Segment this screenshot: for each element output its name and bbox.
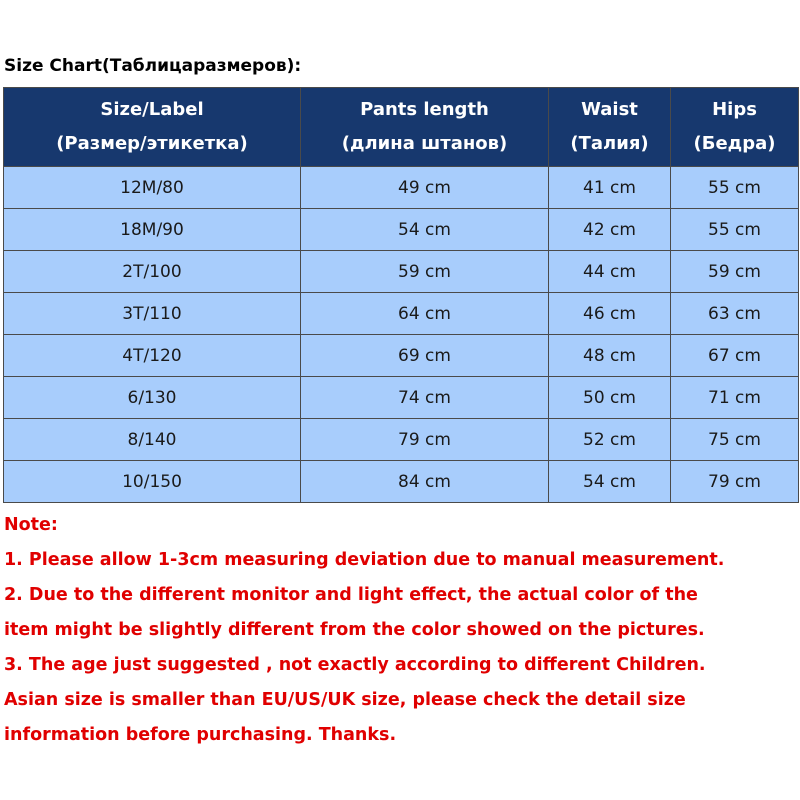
column-header-line: (Бедра) <box>693 133 776 154</box>
column-header-line: Hips <box>712 99 757 120</box>
cell-waist: 42 cm <box>549 209 671 251</box>
cell-hips: 55 cm <box>671 209 799 251</box>
cell-hips: 75 cm <box>671 419 799 461</box>
column-header-hips <box>671 88 799 167</box>
size-chart-table <box>3 87 799 503</box>
cell-size: 12M/80 <box>4 167 301 209</box>
notes-section <box>4 508 798 753</box>
table-row <box>4 293 799 335</box>
cell-waist: 46 cm <box>549 293 671 335</box>
cell-size: 4T/120 <box>4 335 301 377</box>
cell-size: 18M/90 <box>4 209 301 251</box>
column-header-line: (Талия) <box>570 133 649 154</box>
cell-size: 3T/110 <box>4 293 301 335</box>
table-row <box>4 335 799 377</box>
cell-waist: 41 cm <box>549 167 671 209</box>
table-row <box>4 419 799 461</box>
cell-hips: 63 cm <box>671 293 799 335</box>
cell-pants-length: 69 cm <box>301 335 549 377</box>
note-line: Asian size is smaller than EU/US/UK size, please check the detail size <box>4 690 686 710</box>
note-line: 2. Due to the different monitor and light effect, the actual color of the <box>4 585 698 605</box>
cell-hips: 67 cm <box>671 335 799 377</box>
column-header-line: (Размер/этикетка) <box>56 133 248 154</box>
column-header-line: Pants length <box>360 99 489 120</box>
table-row <box>4 461 799 503</box>
cell-hips: 55 cm <box>671 167 799 209</box>
cell-waist: 50 cm <box>549 377 671 419</box>
cell-waist: 54 cm <box>549 461 671 503</box>
table-row <box>4 377 799 419</box>
cell-pants-length: 64 cm <box>301 293 549 335</box>
cell-size: 8/140 <box>4 419 301 461</box>
cell-size: 10/150 <box>4 461 301 503</box>
cell-pants-length: 79 cm <box>301 419 549 461</box>
cell-pants-length: 84 cm <box>301 461 549 503</box>
cell-hips: 59 cm <box>671 251 799 293</box>
note-line: item might be slightly different from the color showed on the pictures. <box>4 620 705 640</box>
table-header-row <box>4 88 799 167</box>
cell-pants-length: 74 cm <box>301 377 549 419</box>
column-header-line: (длина штанов) <box>341 133 508 154</box>
note-heading: Note: <box>4 515 58 535</box>
cell-size: 2T/100 <box>4 251 301 293</box>
column-header-waist <box>549 88 671 167</box>
cell-hips: 79 cm <box>671 461 799 503</box>
column-header-line: Size/Label <box>100 99 204 120</box>
note-line: 3. The age just suggested , not exactly according to different Children. <box>4 655 706 675</box>
cell-hips: 71 cm <box>671 377 799 419</box>
table-row <box>4 167 799 209</box>
table-row <box>4 209 799 251</box>
cell-waist: 44 cm <box>549 251 671 293</box>
cell-pants-length: 49 cm <box>301 167 549 209</box>
cell-pants-length: 59 cm <box>301 251 549 293</box>
table-row <box>4 251 799 293</box>
note-line: 1. Please allow 1-3cm measuring deviation due to manual measurement. <box>4 550 725 570</box>
cell-waist: 52 cm <box>549 419 671 461</box>
cell-waist: 48 cm <box>549 335 671 377</box>
column-header-pants-length <box>301 88 549 167</box>
cell-size: 6/130 <box>4 377 301 419</box>
note-line: information before purchasing. Thanks. <box>4 725 397 745</box>
cell-pants-length: 54 cm <box>301 209 549 251</box>
page-title: Size Chart(Таблицаразмеров): <box>4 56 302 76</box>
column-header-size <box>4 88 301 167</box>
column-header-line: Waist <box>581 99 638 120</box>
